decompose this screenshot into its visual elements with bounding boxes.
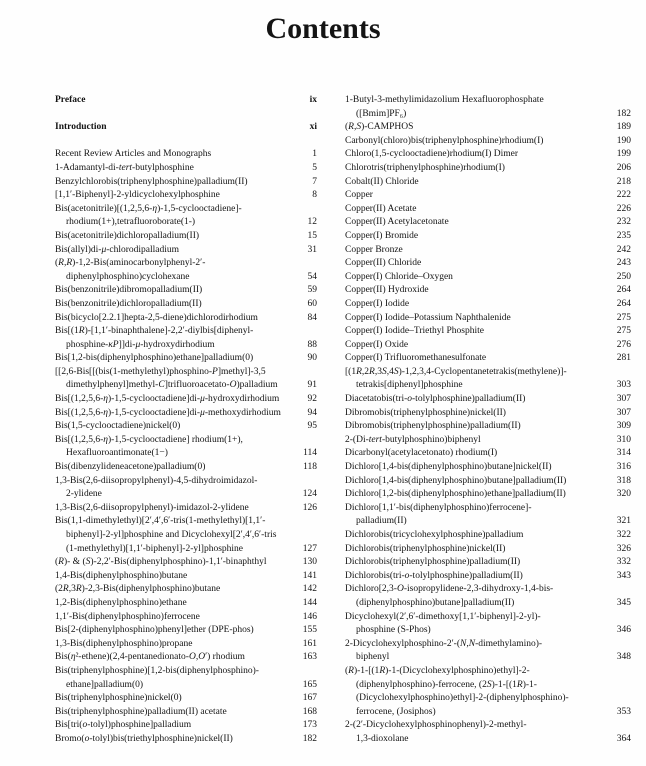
- toc-page-number: 190: [616, 135, 631, 146]
- toc-entry-text: (diphenylphosphino)-ferrocene, (2S)-1-[(1R)-1-: [356, 679, 537, 690]
- toc-entry-text: Dichloro[1,2-bis(diphenylphosphino)ethane]palladium(II): [345, 489, 566, 500]
- toc-line: [55, 570, 317, 584]
- toc-line: [55, 203, 317, 217]
- toc-page-number: 59: [307, 285, 317, 296]
- toc-line: [345, 366, 631, 380]
- toc-line: [345, 447, 631, 461]
- toc-line: [345, 121, 631, 135]
- toc-entry-text: Dichloro[1,4-bis(diphenylphosphino)butane]nickel(II): [345, 462, 552, 473]
- toc-page-number: 92: [307, 394, 317, 405]
- toc-page-number: 353: [616, 706, 631, 717]
- toc-entry-text: Bis(triphenylphosphine)nickel(0): [55, 693, 182, 704]
- toc-line: [55, 257, 317, 271]
- toc-page-number: 161: [302, 638, 317, 649]
- toc-page-number: 60: [307, 298, 317, 309]
- toc-entry-text: Copper(II) Chloride: [345, 258, 422, 269]
- toc-entry-text: Carbonyl(chloro)bis(triphenylphosphine)rhodium(I): [345, 135, 544, 146]
- toc-line: [55, 216, 317, 230]
- toc-line: [55, 611, 317, 625]
- toc-line: [345, 94, 631, 108]
- toc-line: [55, 733, 317, 747]
- toc-entry-text: Copper(I) Oxide: [345, 339, 409, 350]
- toc-entry-text: Benzylchlorobis(triphenylphosphine)palladium(II): [55, 176, 248, 187]
- toc-line: [345, 679, 631, 693]
- toc-page-number: 320: [616, 489, 631, 500]
- toc-line: [345, 502, 631, 516]
- toc-entry-text: ([Bmim]PF₆): [356, 108, 407, 119]
- toc-line: [55, 583, 317, 597]
- toc-entry-text: Chloro(1,5-cyclooctadiene)rhodium(I) Dimer: [345, 149, 519, 160]
- toc-line: [55, 638, 317, 652]
- toc-page-number: 307: [616, 407, 631, 418]
- toc-left-column: [55, 94, 317, 747]
- toc-line: [55, 502, 317, 516]
- toc-line: [345, 665, 631, 679]
- toc-page-number: 12: [307, 217, 317, 228]
- toc-page-number: 167: [302, 693, 317, 704]
- toc-page-number: 326: [616, 543, 631, 554]
- toc-page-number: 281: [616, 353, 631, 364]
- toc-line: [345, 148, 631, 162]
- toc-line: [345, 298, 631, 312]
- toc-page-number: 316: [616, 462, 631, 473]
- toc-entry-text: Copper Bronze: [345, 244, 403, 255]
- toc-entry-text: Hexafluoroantimonate(1−): [66, 448, 168, 459]
- toc-entry-text: Bis(acetonitrile)dichloropalladium(II): [55, 230, 200, 241]
- toc-line: [55, 176, 317, 190]
- toc-page-number: 90: [307, 353, 317, 364]
- toc-line: [55, 529, 317, 543]
- toc-entry-text: Copper: [345, 190, 373, 201]
- toc-line: [345, 176, 631, 190]
- toc-line: [345, 203, 631, 217]
- toc-line: [55, 284, 317, 298]
- toc-line: [345, 556, 631, 570]
- toc-entry-text: Recent Review Articles and Monographs: [55, 149, 212, 160]
- toc-line: [345, 284, 631, 298]
- toc-entry-text: Chlorotris(triphenylphosphine)rhodium(I): [345, 162, 505, 173]
- toc-entry-text: Copper(II) Acetate: [345, 203, 417, 214]
- toc-entry-text: Copper(I) Iodide–Potassium Naphthalenide: [345, 312, 511, 323]
- toc-entry-text: Dichlorobis(triphenylphosphine)nickel(II): [345, 543, 506, 554]
- toc-line: [55, 447, 317, 461]
- toc-entry-text: Bis(1,1-dimethylethyl)[2′,4′,6′-tris(1-methylethyl)[1,1′-: [55, 516, 266, 527]
- page-title: Contents: [265, 12, 381, 45]
- toc-entry-text: 1,3-Bis(diphenylphosphino)propane: [55, 638, 193, 649]
- toc-entry-text: 1,3-dioxolane: [356, 733, 409, 744]
- toc-page-number: 242: [616, 244, 631, 255]
- toc-entry-text: Dibromobis(triphenylphosphine)palladium(II): [345, 421, 521, 432]
- toc-page-number: 95: [307, 421, 317, 432]
- toc-line: [345, 257, 631, 271]
- toc-line: [345, 271, 631, 285]
- toc-entry-text: Copper(I) Trifluoromethanesulfonate: [345, 353, 487, 364]
- toc-page-number: 88: [307, 339, 317, 350]
- toc-line: [55, 312, 317, 326]
- toc-page-number: 310: [616, 434, 631, 445]
- toc-line: [345, 135, 631, 149]
- toc-entry-text: Cobalt(II) Chloride: [345, 176, 419, 187]
- toc-entry-text: Bis(triphenylphosphine)[1,2-bis(diphenylphosphino)-: [55, 665, 259, 676]
- toc-entry-text: Copper(I) Iodide–Triethyl Phosphite: [345, 326, 484, 337]
- toc-line: [55, 407, 317, 421]
- toc-entry-text: Copper(II) Hydroxide: [345, 285, 429, 296]
- toc-page-number: 218: [616, 176, 631, 187]
- toc-entry-text: biphenyl: [356, 652, 390, 663]
- toc-page-number: 114: [303, 448, 317, 459]
- toc-page-number: 1: [312, 149, 317, 160]
- toc-page-number: 364: [616, 733, 631, 744]
- toc-entry-text: 2-(Di-tert-butylphosphino)biphenyl: [345, 434, 481, 445]
- toc-line: [345, 719, 631, 733]
- toc-page-number: 264: [616, 298, 631, 309]
- toc-entry-text: Bis[(1,2,5,6-η)-1,5-cyclooctadiene]di-μ-hydroxydirhodium: [55, 394, 280, 405]
- toc-entry-text: 1-Adamantyl-di-tert-butylphosphine: [55, 162, 194, 173]
- toc-line: [345, 420, 631, 434]
- toc-line: [55, 556, 317, 570]
- toc-line: [345, 651, 631, 665]
- toc-entry-text: Copper(I) Chloride–Oxygen: [345, 271, 453, 282]
- toc-line: [55, 597, 317, 611]
- toc-entry-text: Copper(I) Bromide: [345, 230, 419, 241]
- toc-entry-text: 1,3-Bis(2,6-diisopropylphenyl)-imidazol-2-ylidene: [55, 502, 249, 513]
- toc-line: [345, 339, 631, 353]
- toc-entry-text: Dicarbonyl(acetylacetonato) rhodium(I): [345, 448, 498, 459]
- toc-page-number: 165: [302, 679, 317, 690]
- toc-page-number: 348: [616, 652, 631, 663]
- toc-line: [345, 543, 631, 557]
- toc-line: [345, 162, 631, 176]
- toc-page-number: 189: [616, 122, 631, 133]
- toc-entry-text: Dichloro[2,3-O-isopropylidene-2,3-dihydroxy-1,4-bis-: [345, 584, 554, 595]
- toc-line: [345, 706, 631, 720]
- toc-page-number: 182: [302, 733, 317, 744]
- toc-line: [55, 420, 317, 434]
- toc-entry-text: (2R,3R)-2,3-Bis(diphenylphosphino)butane: [55, 584, 221, 595]
- toc-line: [55, 488, 317, 502]
- toc-entry-text: Bis(benzonitrile)dibromopalladium(II): [55, 285, 203, 296]
- toc-entry-text: Dichlorobis(tri-o-tolylphosphine)palladium(II): [345, 570, 523, 581]
- toc-page-number: 15: [307, 230, 317, 241]
- toc-page-number: 303: [616, 380, 631, 391]
- toc-line: [55, 325, 317, 339]
- toc-entry-text: 1,4-Bis(diphenylphosphino)butane: [55, 570, 188, 581]
- toc-page-number: 199: [616, 149, 631, 160]
- toc-page-number: 173: [302, 720, 317, 731]
- toc-page-number: 314: [616, 448, 631, 459]
- toc-line: [345, 325, 631, 339]
- toc-page-number: 346: [616, 625, 631, 636]
- toc-line: [345, 488, 631, 502]
- toc-page-number: ix: [309, 95, 317, 105]
- toc-page-number: 31: [307, 244, 317, 255]
- toc-line: [345, 244, 631, 258]
- toc-entry-text: Introduction: [55, 122, 107, 133]
- toc-line: [55, 393, 317, 407]
- toc-page-number: 94: [307, 407, 317, 418]
- toc-page-number: 127: [302, 543, 317, 554]
- toc-entry-text: 1,1′-Bis(diphenylphosphino)ferrocene: [55, 611, 200, 622]
- toc-entry-text: phosphine-κP]]di-μ-hydroxydirhodium: [66, 339, 215, 350]
- toc-line: [345, 597, 631, 611]
- toc-entry-text: (R)- & (S)-2,2′-Bis(diphenylphosphino)-1,1′-binaphthyl: [55, 557, 267, 568]
- toc-entry-text: Bis(η²-ethene)(2,4-pentanedionato-O,O′) rhodium: [55, 652, 245, 663]
- toc-page-number: 144: [302, 597, 317, 608]
- toc-page-number: 343: [616, 570, 631, 581]
- toc-entry-text: Bis(benzonitrile)dichloropalladium(II): [55, 298, 202, 309]
- toc-page-number: 232: [616, 217, 631, 228]
- toc-page-number: 142: [302, 584, 317, 595]
- toc-entry-text: biphenyl]-2-yl]phosphine and Dicyclohexyl[2′,4′,6′-tris: [66, 530, 277, 540]
- toc-page-number: 243: [616, 258, 631, 269]
- toc-line: [55, 94, 317, 108]
- toc-page-number: 124: [302, 489, 317, 500]
- toc-line: [55, 692, 317, 706]
- toc-line: [345, 230, 631, 244]
- toc-page-number: 332: [616, 557, 631, 568]
- toc-page-number: 91: [307, 380, 317, 391]
- toc-entry-text: 1,3-Bis(2,6-diisopropylphenyl)-4,5-dihydroimidazol-: [55, 475, 258, 486]
- toc-page-number: 275: [616, 326, 631, 337]
- toc-line: [55, 189, 317, 203]
- toc-entry-text: (R,S)-CAMPHOS: [345, 122, 414, 133]
- toc-entry-text: Diacetatobis(tri-o-tolylphosphine)palladium(II): [345, 394, 526, 405]
- toc-page-number: 226: [616, 203, 631, 214]
- toc-entry-text: Bis[(1R)-[1,1′-binaphthalene]-2,2′-diylbis[diphenyl-: [55, 326, 254, 337]
- toc-page-number: 130: [302, 557, 317, 568]
- toc-line: [345, 692, 631, 706]
- toc-entry-text: Copper(II) Acetylacetonate: [345, 217, 449, 228]
- toc-line: [345, 393, 631, 407]
- toc-line: [55, 230, 317, 244]
- toc-page-number: 206: [616, 162, 631, 173]
- toc-entry-text: dimethylphenyl]methyl-C]trifluoroacetato-O)palladium: [66, 380, 278, 391]
- toc-line: [345, 733, 631, 747]
- toc-entry-text: Bis(allyl)di-μ-chlorodipalladium: [55, 244, 180, 255]
- toc-page-number: 309: [616, 421, 631, 432]
- toc-line: [345, 611, 631, 625]
- toc-entry-text: Dichloro[1,1′-bis(diphenylphosphino)ferrocene]-: [345, 502, 532, 513]
- toc-line: [345, 216, 631, 230]
- toc-right-column: [345, 94, 631, 747]
- toc-entry-text: Bis(acetonitrile)[(1,2,5,6-η)-1,5-cyclooctadiene]-: [55, 203, 242, 214]
- toc-line: [55, 162, 317, 176]
- toc-entry-text: Bromo(o-tolyl)bis(triethylphosphine)nickel(II): [55, 733, 233, 744]
- toc-line: [55, 434, 317, 448]
- toc-entry-text: diphenylphosphino)cyclohexane: [66, 271, 190, 282]
- toc-line: [55, 148, 317, 162]
- toc-line: [55, 271, 317, 285]
- toc-entry-text: [1,1′-Biphenyl]-2-yldicyclohexylphosphine: [55, 190, 220, 201]
- toc-line: [55, 461, 317, 475]
- toc-line: [345, 352, 631, 366]
- toc-line: [55, 651, 317, 665]
- toc-line: [55, 352, 317, 366]
- toc-entry-text: Bis[(1,2,5,6-η)-1,5-cyclooctadiene]di-μ-methoxydirhodium: [55, 407, 281, 418]
- toc-page-number: 264: [616, 285, 631, 296]
- toc-entry-text: Dibromobis(triphenylphosphine)nickel(II): [345, 407, 506, 418]
- toc-line: [345, 638, 631, 652]
- toc-entry-text: 2-(2′-Dicyclohexylphosphinophenyl)-2-methyl-: [345, 720, 527, 731]
- toc-entry-text: 1-Butyl-3-methylimidazolium Hexafluorophosphate: [345, 95, 544, 105]
- toc-line: [55, 379, 317, 393]
- toc-entry-text: tetrakis[diphenyl]phosphine: [356, 380, 463, 391]
- toc-entry-text: palladium(II): [356, 516, 407, 527]
- toc-line: [55, 679, 317, 693]
- toc-line: [345, 434, 631, 448]
- toc-entry-text: Dichlorobis(tricyclohexylphosphine)palladium: [345, 530, 524, 540]
- toc-line: [55, 665, 317, 679]
- toc-line: [55, 515, 317, 529]
- toc-line: [345, 515, 631, 529]
- toc-page-number: 345: [616, 597, 631, 608]
- toc-entry-text: Dichloro[1,4-bis(diphenylphosphino)butane]palladium(II): [345, 475, 567, 486]
- toc-page-number: 163: [302, 652, 317, 663]
- toc-entry-text: 1,2-Bis(diphenylphosphino)ethane: [55, 597, 187, 608]
- toc-page-number: 118: [303, 462, 317, 473]
- toc-line: [345, 407, 631, 421]
- toc-entry-text: ferrocene, (Josiphos): [356, 706, 436, 717]
- toc-line: [345, 312, 631, 326]
- toc-entry-text: Copper(I) Iodide: [345, 298, 410, 309]
- toc-entry-text: ethane]palladium(0): [66, 679, 144, 690]
- toc-page-number: 155: [302, 625, 317, 636]
- toc-entry-text: (diphenylphosphino)butane]palladium(II): [356, 597, 515, 608]
- toc-page-number: 126: [302, 502, 317, 513]
- toc-page-number: 321: [616, 516, 631, 527]
- toc-entry-text: (Dicyclohexylphosphino)ethyl]-2-(diphenylphosphino)-: [356, 693, 569, 704]
- toc-line: [55, 706, 317, 720]
- toc-line: [345, 461, 631, 475]
- toc-page-number: 307: [616, 394, 631, 405]
- toc-entry-text: Dichlorobis(triphenylphosphine)palladium(II): [345, 557, 521, 568]
- toc-page-number: 146: [302, 611, 317, 622]
- toc-line: [55, 543, 317, 557]
- toc-page-number: 7: [312, 176, 317, 187]
- toc-entry-text: (R)-1-[(1R)-1-(Dicyclohexylphosphino)ethyl]-2-: [345, 665, 530, 676]
- toc-line: [345, 624, 631, 638]
- toc-entry-text: phosphine (S-Phos): [356, 625, 431, 636]
- toc-line: [55, 339, 317, 353]
- toc-line: [345, 108, 631, 122]
- toc-page-number: 5: [312, 162, 317, 173]
- toc-entry-text: Dicyclohexyl(2′,6′-dimethoxy[1,1′-biphenyl]-2-yl)-: [345, 611, 541, 622]
- toc-page-number: 322: [616, 530, 631, 540]
- toc-page-number: 168: [302, 706, 317, 717]
- toc-page-number: 250: [616, 271, 631, 282]
- toc-page-number: 182: [616, 108, 631, 119]
- toc-entry-text: rhodium(1+),tetrafluoroborate(1-): [66, 217, 196, 228]
- toc-entry-text: Bis(dibenzylideneacetone)palladium(0): [55, 462, 206, 473]
- toc-line: [345, 583, 631, 597]
- toc-page-number: 276: [616, 339, 631, 350]
- toc-entry-text: (1-methylethyl)[1,1′-biphenyl]-2-yl]phosphine: [66, 543, 243, 554]
- toc-line: [55, 298, 317, 312]
- toc-page-number: xi: [309, 122, 317, 133]
- toc-line: [345, 570, 631, 584]
- toc-entry-text: Bis[1,2-bis(diphenylphosphino)ethane]palladium(0): [55, 353, 254, 364]
- toc-line: [345, 529, 631, 543]
- toc-page-number: 141: [302, 570, 317, 581]
- toc-entry-text: Bis(triphenylphosphine)palladium(II) acetate: [55, 706, 227, 717]
- toc-columns: [55, 94, 631, 747]
- toc-page-number: 275: [616, 312, 631, 323]
- toc-entry-text: Bis[2-(diphenylphosphino)phenyl]ether (DPE-phos): [55, 625, 254, 636]
- toc-entry-text: Bis(1,5-cyclooctadiene)nickel(0): [55, 421, 181, 432]
- toc-line: [345, 379, 631, 393]
- toc-entry-text: Bis(bicyclo[2.2.1]hepta-2,5-diene)dichlorodirhodium: [55, 312, 258, 323]
- toc-page-number: 318: [616, 475, 631, 486]
- toc-entry-text: 2-ylidene: [66, 489, 102, 500]
- toc-line: [55, 366, 317, 380]
- toc-entry-text: (R,R)-1,2-Bis(aminocarbonylphenyl-2′-: [55, 258, 206, 269]
- toc-entry-text: Bis[(1,2,5,6-η)-1,5-cyclooctadiene] rhodium(1+),: [55, 434, 243, 445]
- toc-entry-text: Preface: [55, 95, 86, 105]
- toc-entry-text: Bis[tri(o-tolyl)phosphine]palladium: [55, 720, 192, 731]
- toc-page-number: 235: [616, 230, 631, 241]
- toc-entry-text: [[2,6-Bis[[(bis(1-methylethyl)phosphino-P]methyl]-3,5: [55, 366, 266, 377]
- toc-entry-text: [(1R,2R,3S,4S)-1,2,3,4-Cyclopentanetetrakis(methylene)]-: [345, 366, 567, 377]
- toc-page-number: 84: [307, 312, 317, 323]
- toc-line: [55, 624, 317, 638]
- toc-line: [345, 475, 631, 489]
- toc-line: [55, 121, 317, 135]
- toc-entry-text: 2-Dicyclohexylphosphino-2′-(N,N-dimethylamino)-: [345, 638, 543, 649]
- toc-line: [55, 475, 317, 489]
- toc-page-number: 222: [616, 190, 631, 201]
- toc-page-number: 8: [312, 190, 317, 201]
- toc-page-number: 54: [307, 271, 317, 282]
- toc-line: [55, 719, 317, 733]
- toc-line: [345, 189, 631, 203]
- toc-line: [55, 244, 317, 258]
